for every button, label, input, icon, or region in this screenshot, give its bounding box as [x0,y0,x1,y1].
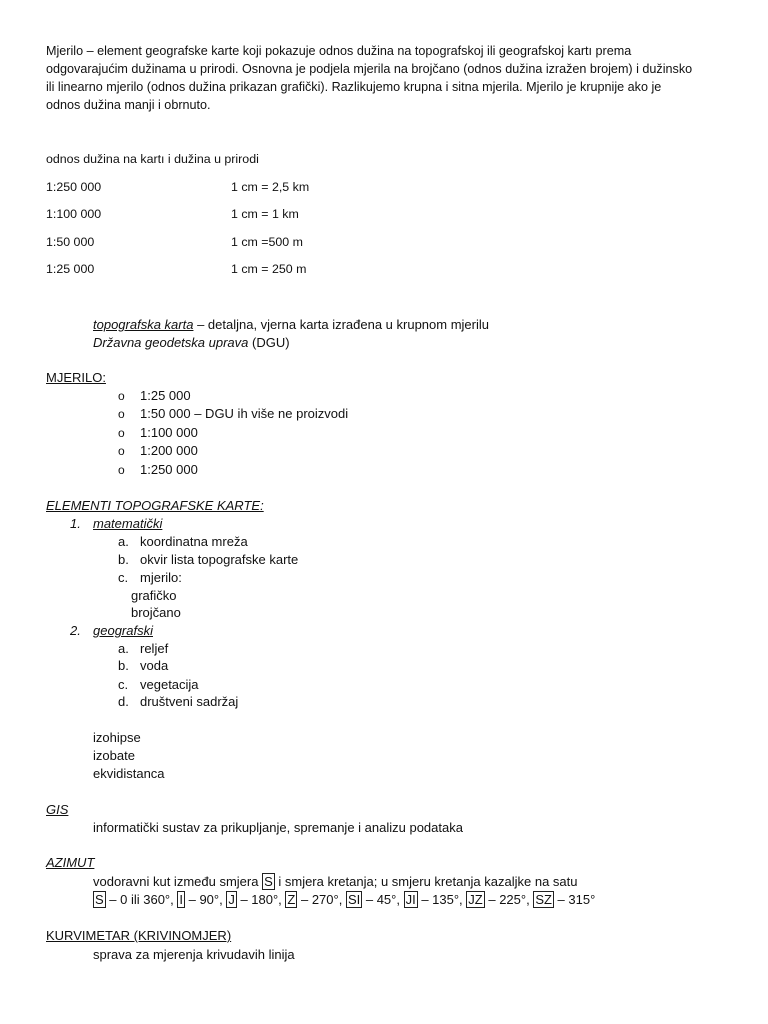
list-letter: c. [118,570,129,585]
direction-box: JZ [468,892,483,907]
item-text: okvir lista topografske karte [140,552,299,567]
text-span: i smjera kretanja; u smjeru kretanja kazaljke na satu [274,874,578,889]
list-letter: c. [118,677,129,692]
circle-bullet-icon: o [118,426,125,440]
scale-row [46,178,446,196]
intro-paragraph [46,42,726,114]
item-text: reljef [140,641,169,656]
list-letter: b. [118,658,129,673]
elements-heading: ELEMENTI TOPOGRAFSKE KARTE: [46,498,264,513]
circle-bullet-icon: o [118,444,125,458]
direction-value: – 0 ili 360°, [105,892,178,907]
item-text: mjerilo: [140,570,182,585]
circle-bullet-icon: o [118,389,125,403]
direction-value: – 270°, [297,892,346,907]
azimut-definition [93,873,578,891]
circle-bullet-icon: o [118,463,125,477]
scale-ratio: 1:50 000 [46,235,95,249]
term-description: (DGU) [248,335,290,350]
direction-box: SI [347,892,361,907]
kurvimetar-definition: sprava za mjerenja krivudavih linija [93,947,295,962]
list-letter: b. [118,552,129,567]
item-text: grafičko [131,588,177,603]
term: topografska karta [93,317,194,332]
scale-value: 1:250 000 [140,462,198,477]
direction-box: Z [287,892,296,907]
gis-definition: informatički sustav za prikupljanje, spremanje i analizu podataka [93,820,463,835]
list-letter: a. [118,641,129,656]
direction-box: S [264,874,273,889]
item-text: koordinatna mreža [140,534,248,549]
kurvimetar-heading: KURVIMETAR (KRIVINOMJER) [46,928,232,943]
term: izobate [93,748,135,763]
direction-value: – 45°, [362,892,404,907]
direction-value: – 90°, [184,892,227,907]
scale-equivalent: 1 cm = 2,5 km [231,180,310,194]
direction-value: – 135°, [417,892,467,907]
circle-bullet-icon: o [118,407,125,421]
list-letter: d. [118,694,129,709]
direction-value: – 180°, [236,892,286,907]
term: ekvidistanca [93,766,165,781]
direction-box: J [228,892,235,907]
item-text: voda [140,658,169,673]
scale-equivalent: 1 cm = 1 km [231,207,299,221]
intro-line: odgovarajućim dužinama u prirodi. Osnovna je podjela mjerila na brojčano (odnos dužina izražen brojem) i dužinsko [46,62,693,76]
scale-table-header: odnos dužina na kartı i dužina u prirodi [46,152,259,166]
scale-value: 1:200 000 [140,443,198,458]
direction-box: SZ [535,892,552,907]
scale-row [46,205,446,223]
intro-line: Mjerilo – element geografske karte koji pokazuje odnos dužina na topografskoj ili geografskoj kartı prema [46,44,632,58]
scale-row [46,260,446,278]
intro-line: ili linearno mjerilo (odnos dužina prikazan grafički). Razlikujemo krupna i sitna mjerila. Mjerilo je krupnije ako je [46,80,662,94]
mjerilo-heading: MJERILO: [46,370,106,385]
scale-ratio: 1:100 000 [46,207,102,221]
scale-ratio: 1:25 000 [46,262,95,276]
scale-row [46,233,446,251]
list-number: 2. [70,623,81,638]
azimut-directions [93,891,595,909]
item-text: društveni sadržaj [140,694,239,709]
term: Državna geodetska uprava [93,335,249,350]
list-letter: a. [118,534,129,549]
list-number: 1. [70,516,81,531]
term: izohipse [93,730,141,745]
item-text: brojčano [131,605,181,620]
direction-box: I [179,892,183,907]
direction-value: – 225°, [484,892,534,907]
scale-value: 1:50 000 – DGU ih više ne proizvodi [140,406,349,421]
gis-heading: GIS [46,802,69,817]
group-title: matematički [93,516,163,531]
direction-box: JI [405,892,416,907]
scale-value: 1:100 000 [140,425,198,440]
scale-equivalent: 1 cm =500 m [231,235,303,249]
scale-ratio: 1:250 000 [46,180,102,194]
azimut-heading: AZIMUT [46,855,95,870]
term-description: – detaljna, vjerna karta izrađena u krupnom mjerilu [193,317,489,332]
group-title: geografski [93,623,153,638]
scale-value: 1:25 000 [140,388,191,403]
scale-equivalent: 1 cm = 250 m [231,262,307,276]
direction-value: – 315° [553,892,596,907]
direction-box: S [95,892,104,907]
text-span: vodoravni kut između smjera [93,874,263,889]
item-text: vegetacija [140,677,199,692]
intro-line: odnos dužina manji i obrnuto. [46,98,211,112]
